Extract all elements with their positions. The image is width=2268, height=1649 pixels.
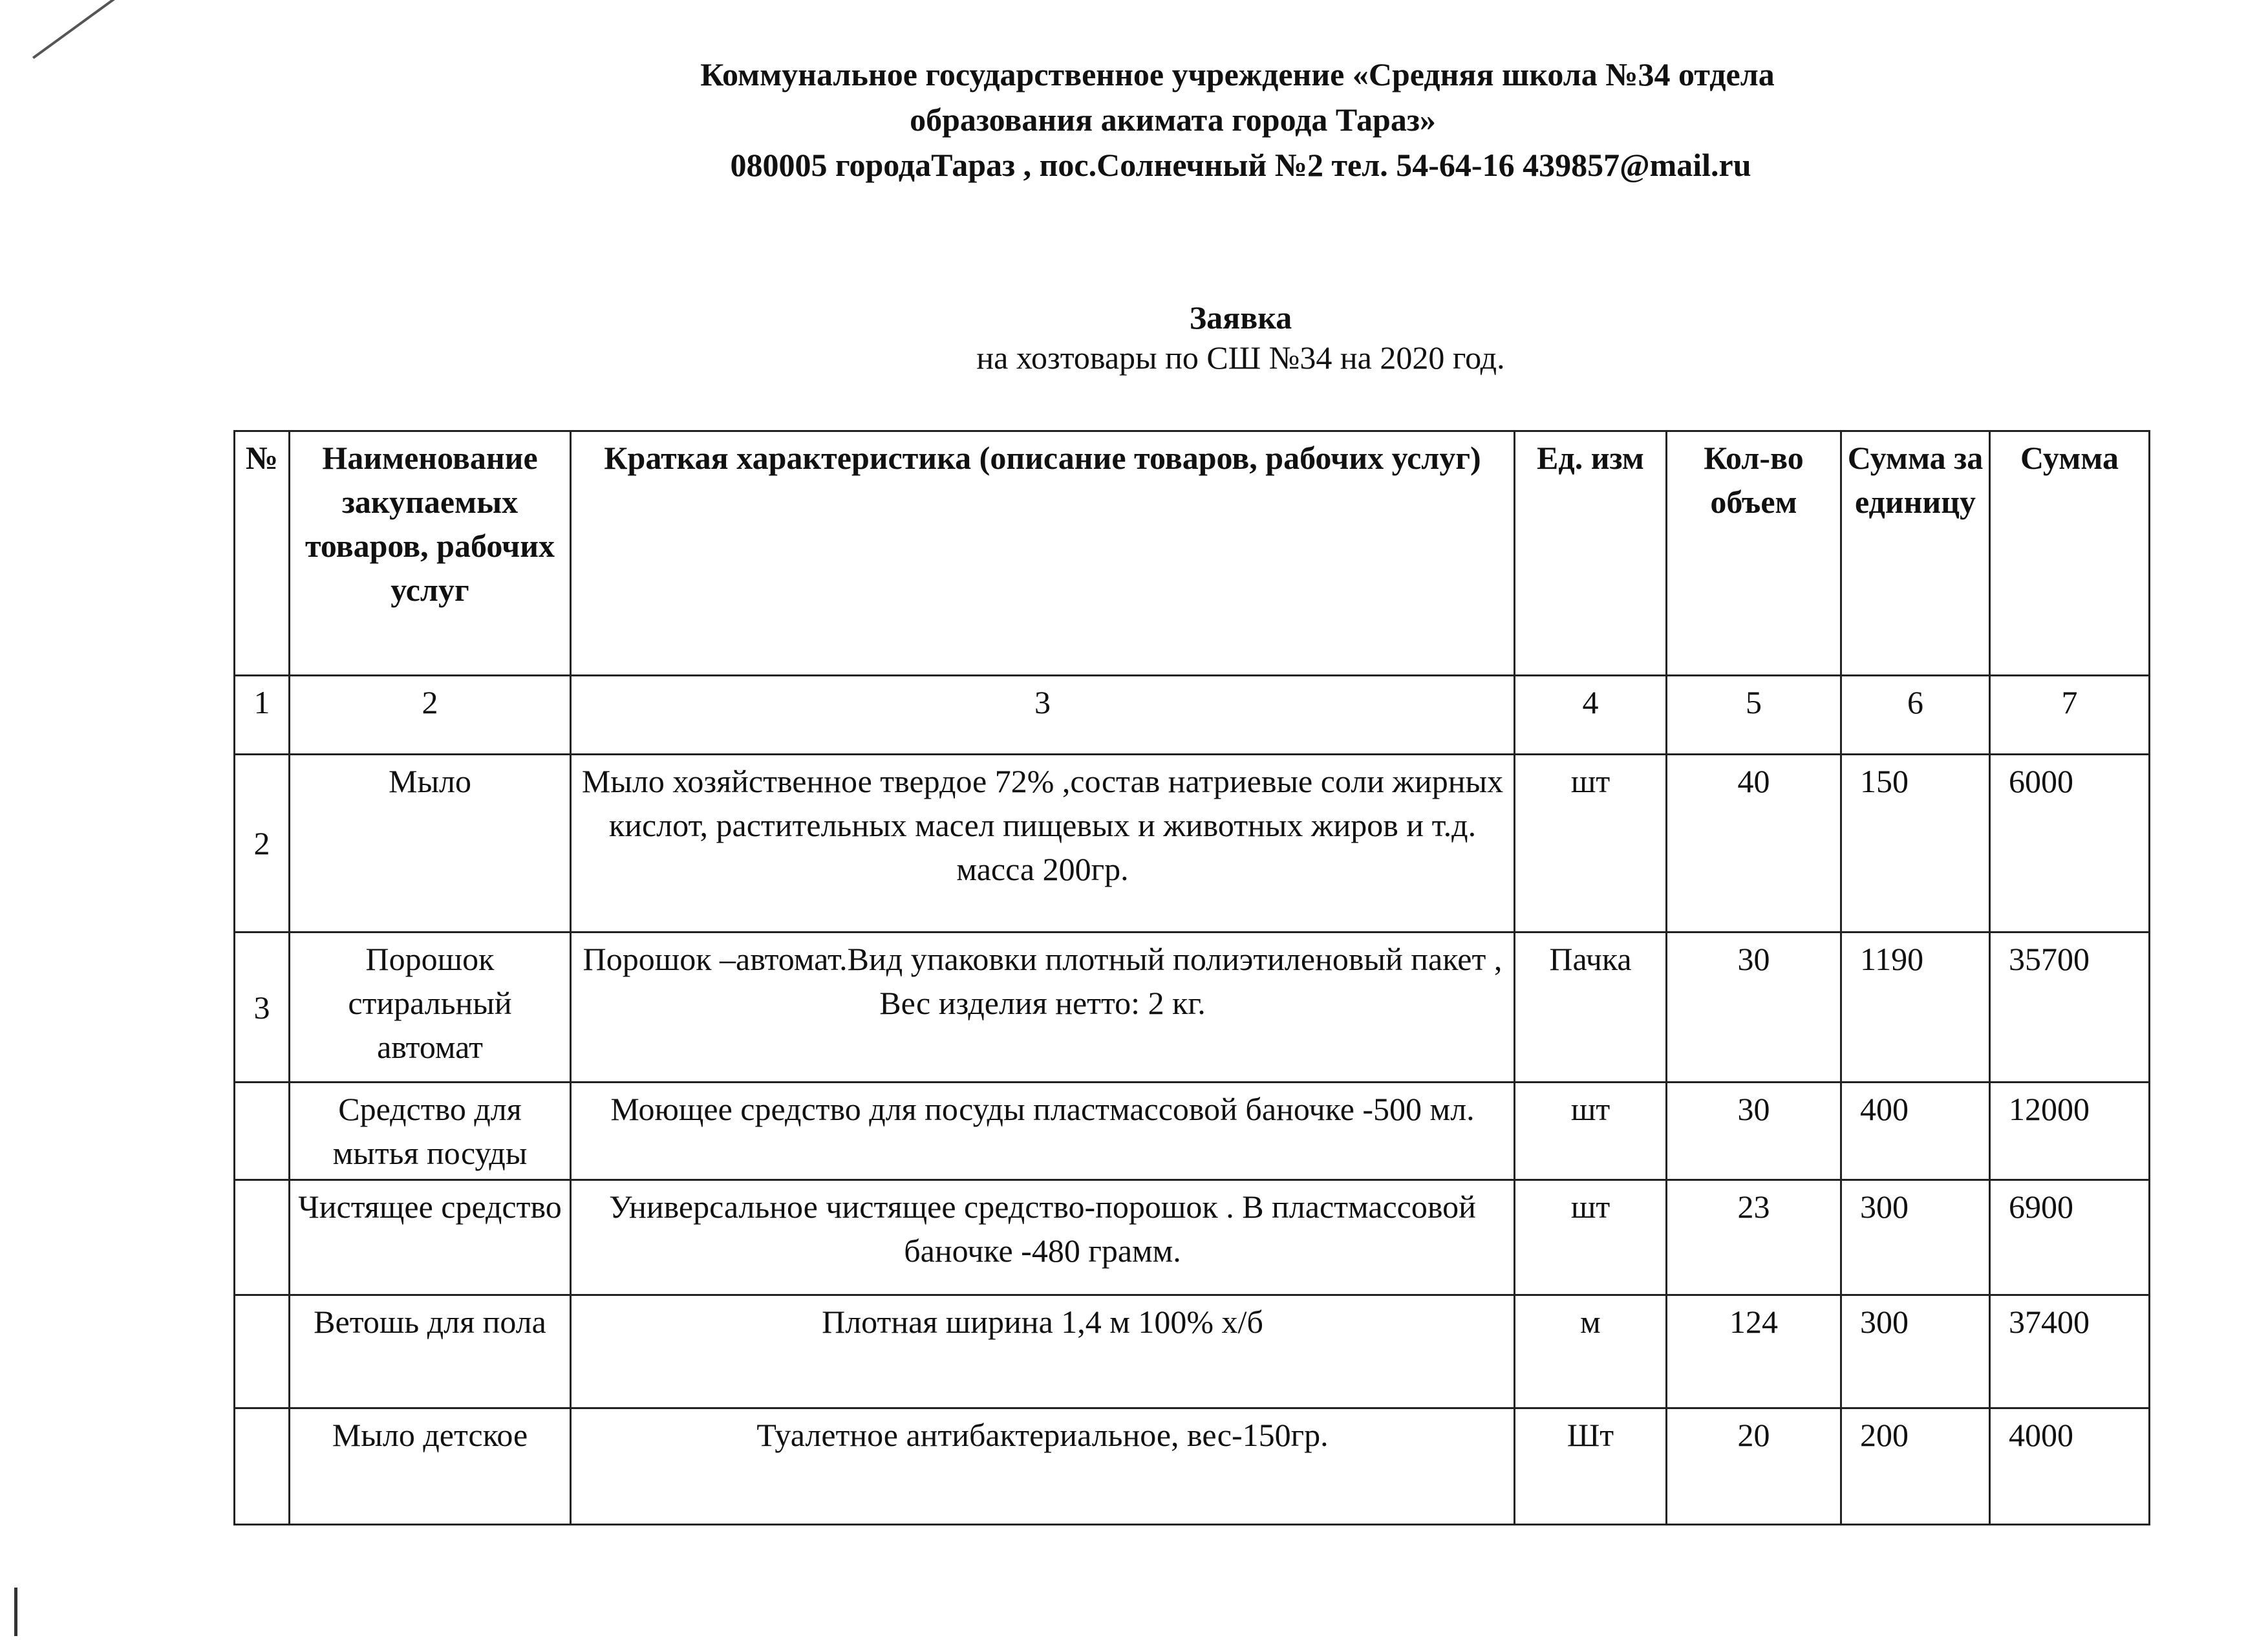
colnum-cell: 3: [571, 676, 1515, 755]
header-line-1: Коммунальное государственное учреждение «Средняя школа №34 отдела: [700, 56, 1775, 92]
title-main: Заявка: [1189, 299, 1292, 336]
row-sum: 4000: [1990, 1408, 2150, 1525]
row-sum: 35700: [1990, 932, 2150, 1083]
table-row: [235, 1083, 2150, 1180]
header-unit: Ед. изм: [1515, 431, 1667, 676]
header-line-3: 080005 городаТараз , пос.Солнечный №2 тел. 54-64-16 439857@mail.ru: [730, 147, 1751, 183]
row-no: 3: [235, 932, 290, 1083]
row-price: 150: [1841, 755, 1990, 932]
row-sum: 6900: [1990, 1180, 2150, 1295]
document-header: [0, 52, 2268, 188]
row-no: [235, 1083, 290, 1180]
row-name: Мыло детское: [290, 1408, 571, 1525]
row-unit: Пачка: [1515, 932, 1667, 1083]
row-name: Порошок стиральный автомат: [290, 932, 571, 1083]
row-qty: 23: [1667, 1180, 1841, 1295]
row-unit: шт: [1515, 1180, 1667, 1295]
header-sum: Сумма: [1990, 431, 2150, 676]
row-price: 300: [1841, 1295, 1990, 1408]
row-price: 400: [1841, 1083, 1990, 1180]
row-desc: Порошок –автомат.Вид упаковки плотный полиэтиленовый пакет , Вес изделия нетто: 2 кг.: [571, 932, 1515, 1083]
header-price: Сумма за единицу: [1841, 431, 1990, 676]
row-no: [235, 1180, 290, 1295]
row-sum: 6000: [1990, 755, 2150, 932]
row-unit: Шт: [1515, 1408, 1667, 1525]
colnum-cell: 5: [1667, 676, 1841, 755]
row-no: [235, 1408, 290, 1525]
row-qty: 30: [1667, 932, 1841, 1083]
colnum-cell: 2: [290, 676, 571, 755]
table-row: [235, 1180, 2150, 1295]
header-qty: Кол-во объем: [1667, 431, 1841, 676]
header-no: №: [235, 431, 290, 676]
table-row: [235, 1408, 2150, 1525]
row-qty: 20: [1667, 1408, 1841, 1525]
header-line-2: образования акимата города Тараз»: [910, 102, 1436, 138]
row-qty: 124: [1667, 1295, 1841, 1408]
row-name: Средство для мытья посуды: [290, 1083, 571, 1180]
pencil-mark: [32, 0, 118, 59]
request-table: [233, 430, 2150, 1525]
row-name: Ветошь для пола: [290, 1295, 571, 1408]
row-sum: 12000: [1990, 1083, 2150, 1180]
colnum-cell: 7: [1990, 676, 2150, 755]
colnum-cell: 4: [1515, 676, 1667, 755]
colnum-cell: 6: [1841, 676, 1990, 755]
row-name: Чистящее средство: [290, 1180, 571, 1295]
table-row: [235, 1295, 2150, 1408]
table-header-row: [235, 431, 2150, 676]
header-name: Наименование закупаемых товаров, рабочих услуг: [290, 431, 571, 676]
row-unit: шт: [1515, 755, 1667, 932]
title-sub: на хозтовары по СШ №34 на 2020 год.: [976, 339, 1505, 376]
row-desc: Мыло хозяйственное твердое 72% ,состав натриевые соли жирных кислот, растительных масел пищевых и животных жиров и т.д. масса 200гр.: [571, 755, 1515, 932]
table-row: [235, 932, 2150, 1083]
row-sum: 37400: [1990, 1295, 2150, 1408]
scan-edge-mark: [14, 1588, 17, 1636]
header-desc: Краткая характеристика (описание товаров, рабочих услуг): [571, 431, 1515, 676]
row-unit: шт: [1515, 1083, 1667, 1180]
row-price: 1190: [1841, 932, 1990, 1083]
row-desc: Плотная ширина 1,4 м 100% х/б: [571, 1295, 1515, 1408]
row-unit: м: [1515, 1295, 1667, 1408]
row-qty: 40: [1667, 755, 1841, 932]
document-title: [0, 297, 2268, 378]
row-name: Мыло: [290, 755, 571, 932]
colnum-cell: 1: [235, 676, 290, 755]
row-desc: Туалетное антибактериальное, вес-150гр.: [571, 1408, 1515, 1525]
row-desc: Универсальное чистящее средство-порошок . В пластмассовой баночке -480 грамм.: [571, 1180, 1515, 1295]
row-no: [235, 1295, 290, 1408]
column-number-row: [235, 676, 2150, 755]
row-qty: 30: [1667, 1083, 1841, 1180]
row-no: 2: [235, 755, 290, 932]
table-row: [235, 755, 2150, 932]
row-price: 200: [1841, 1408, 1990, 1525]
row-desc: Моющее средство для посуды пластмассовой баночке -500 мл.: [571, 1083, 1515, 1180]
row-price: 300: [1841, 1180, 1990, 1295]
